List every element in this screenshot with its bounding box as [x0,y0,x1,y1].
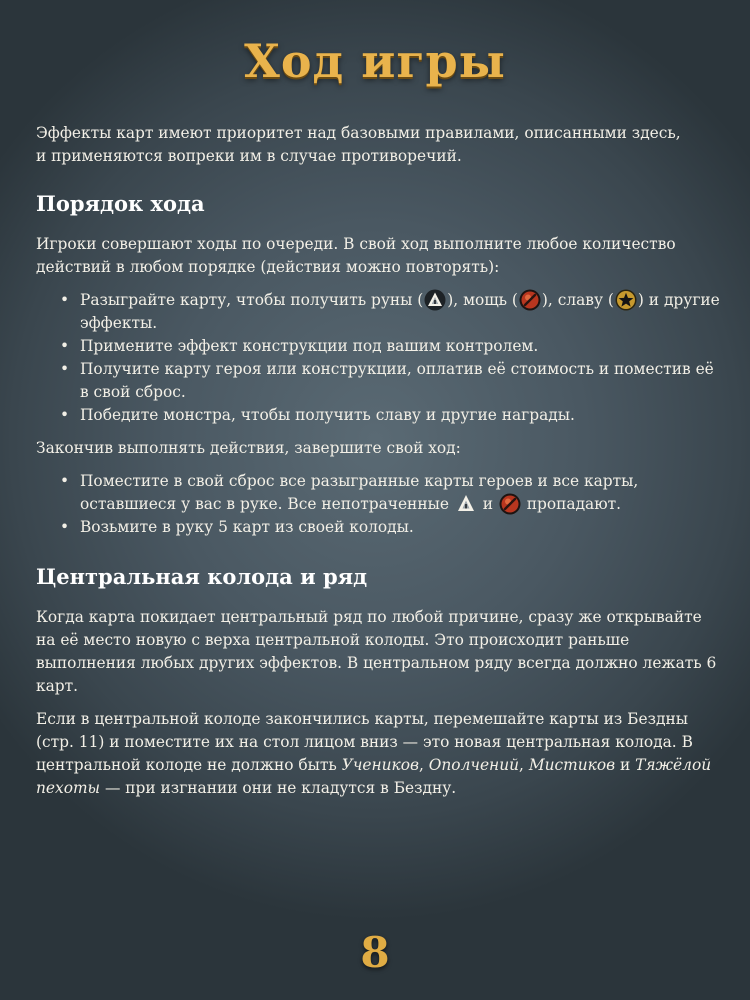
list-item-play-card: • Разыграйте карту, чтобы получить руны ( ), мощь ( ), славу ( ) и другие эффекты. [80,289,720,335]
list-item-acquire: • Получите карту героя или конструкции, оплатив её стоимость и поместив её в свой сброс. [80,358,720,404]
intro-line-1: Эффекты карт имеют приоритет над базовыми правилами, описанными здесь, [36,124,681,142]
heading-turn-order: Порядок хода [36,191,205,216]
card-name-mystics: Мистиков [528,756,616,774]
power-icon [519,289,541,311]
card-name-students: Учеников [341,756,419,774]
rune-icon [424,289,446,311]
heading-center-row: Центральная колода и ряд [36,564,368,589]
list-item-draw: • Возьмите в руку 5 карт из своей колоды. [80,516,720,539]
page-content [36,122,720,810]
card-name-heavy-infantry: Тяжёлой пехоты [36,756,712,797]
intro-line-2: и применяются вопреки им в случае противоречий. [36,147,462,165]
list-item-discard: • Поместите в свой сброс все разыгранные карты героев и все карты, оставшиеся у вас в руке. Все непотраченные и пропадают. [80,470,720,516]
glory-icon [615,289,637,311]
rune-icon [455,493,477,515]
turn-order-lead: Игроки совершают ходы по очереди. В свой ход выполните любое количество действий в любом порядке (действия можно повторять): [36,235,676,276]
end-turn-list [36,470,720,539]
intro-paragraph [36,122,720,168]
center-row-paragraph-1: Когда карта покидает центральный ряд по любой причине, сразу же открывайте на её место новую с верха центральной колоды. Это происходит раньше выполнения любых других эффектов. В центральном ряду всегда должно лежать 6 карт. [36,608,717,695]
center-row-paragraph-2: Если в центральной колоде закончились карты, перемешайте карты из Бездны (стр. 11) и поместите их на стол лицом вниз — это новая центральная колода. В центральной колоде не должно быть Учеников, Ополчений, Мистиков и Тяжёлой пехоты — при изгнании они не кладутся в Бездну. [36,710,712,797]
actions-list [36,289,720,427]
card-name-militia: Ополчений [428,756,520,774]
page-title: Ход игры [244,34,506,88]
end-turn-lead: Закончив выполнять действия, завершите свой ход: [36,439,461,457]
page-number: 8 [360,928,390,977]
power-icon [499,493,521,515]
list-item-construct: • Примените эффект конструкции под вашим контролем. [80,335,720,358]
list-item-defeat: • Победите монстра, чтобы получить славу и другие награды. [80,404,720,427]
